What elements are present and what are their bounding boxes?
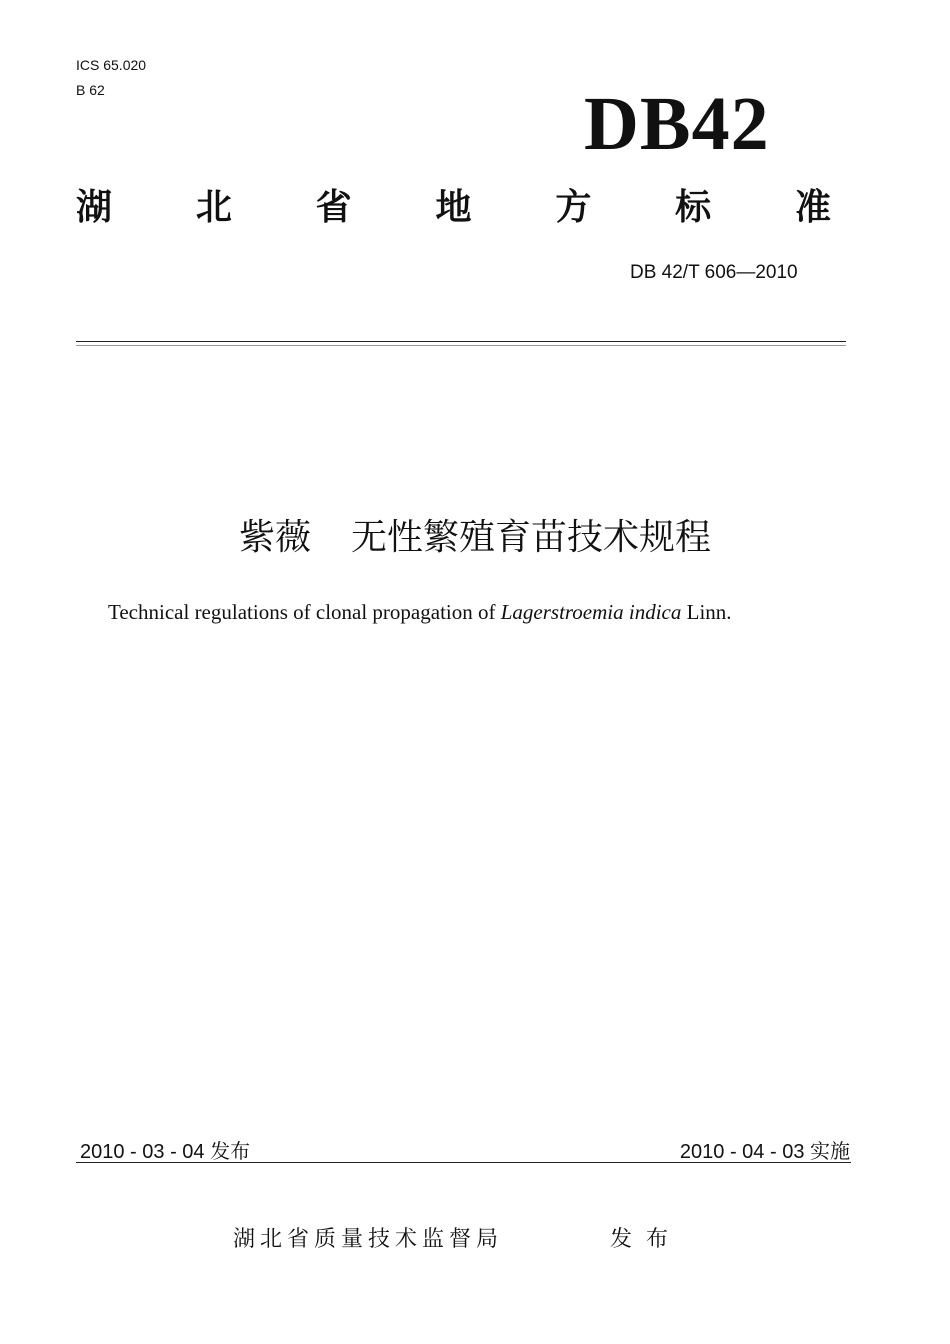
standard-type-char: 湖 [76,187,113,228]
issuing-action: 发布 [610,1227,683,1252]
header-divider [76,341,846,342]
standard-code-logo: DB42 [584,82,770,166]
publish-date: 2010 - 03 - 04 发布 [80,1141,251,1163]
title-english [108,600,732,625]
title-chinese [0,517,950,558]
title-cn-subject: 紫薇 [238,517,311,558]
ics-code: ICS 65.020 [76,57,147,73]
title-en-species: Lagerstroemia indica [500,600,682,624]
standard-number: DB 42/T 606—2010 [630,262,798,283]
ccs-code: B 62 [76,82,105,98]
implement-date: 2010 - 04 - 03 实施 [679,1141,850,1163]
title-cn-main: 无性繁殖育苗技术规程 [351,517,712,558]
title-en-prefix: Technical regulations of clonal propagation of [108,600,501,624]
standard-type-char: 地 [435,187,472,228]
issuing-authority: 湖北省质量技术监督局 [233,1227,504,1252]
standard-type-char: 北 [195,187,232,228]
header-divider-secondary [76,345,846,346]
footer-divider [76,1162,851,1163]
standard-type-heading [76,187,831,228]
title-en-suffix: Linn. [681,600,732,624]
standard-type-char: 标 [675,187,712,228]
standard-type-char: 省 [315,187,352,228]
standard-type-char: 方 [555,187,592,228]
standard-type-char: 准 [794,187,831,228]
